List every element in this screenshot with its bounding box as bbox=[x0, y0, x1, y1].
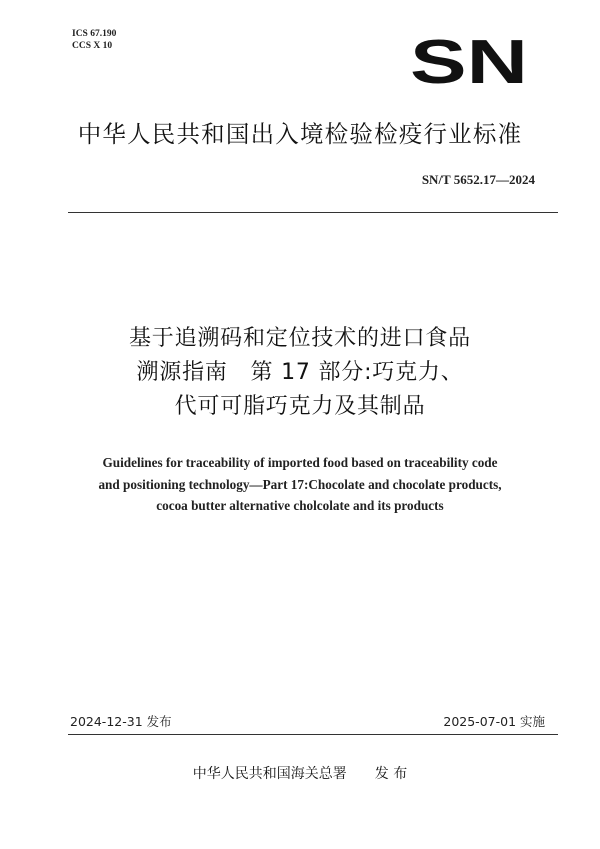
implementation-date: 2025-07-01 实施 bbox=[443, 714, 545, 729]
english-title bbox=[0, 452, 600, 517]
sn-logo-text: SN bbox=[410, 36, 528, 86]
classification-codes bbox=[72, 28, 116, 52]
ccs-code: CCS X 10 bbox=[72, 41, 113, 51]
issuer bbox=[0, 763, 600, 783]
english-title-line-1: Guidelines for traceability of imported food based on traceability code bbox=[102, 455, 498, 470]
english-title-line-3: cocoa butter alternative cholcolate and its products bbox=[156, 498, 444, 513]
issuer-name: 中华人民共和国海关总署 bbox=[192, 766, 347, 782]
issue-date: 2024-12-31 发布 bbox=[70, 714, 172, 729]
header-divider bbox=[68, 212, 558, 213]
chinese-title bbox=[0, 322, 600, 424]
chinese-title-line-1: 基于追溯码和定位技术的进口食品 bbox=[128, 326, 471, 351]
footer-divider bbox=[68, 734, 558, 735]
english-title-line-2: and positioning technology—Part 17:Chocolate and chocolate products, bbox=[98, 476, 502, 492]
sn-logo bbox=[408, 36, 530, 86]
standard-type: 中华人民共和国出入境检验检疫行业标准 bbox=[77, 120, 523, 148]
chinese-title-line-3: 代可可脂巧克力及其制品 bbox=[174, 394, 426, 419]
issuer-action: 发 布 bbox=[374, 766, 408, 782]
standard-code: SN/T 5652.17—2024 bbox=[421, 172, 535, 187]
chinese-title-line-2: 溯源指南 第 17 部分:巧克力、 bbox=[136, 360, 464, 385]
ics-code: ICS 67.190 bbox=[72, 29, 117, 39]
